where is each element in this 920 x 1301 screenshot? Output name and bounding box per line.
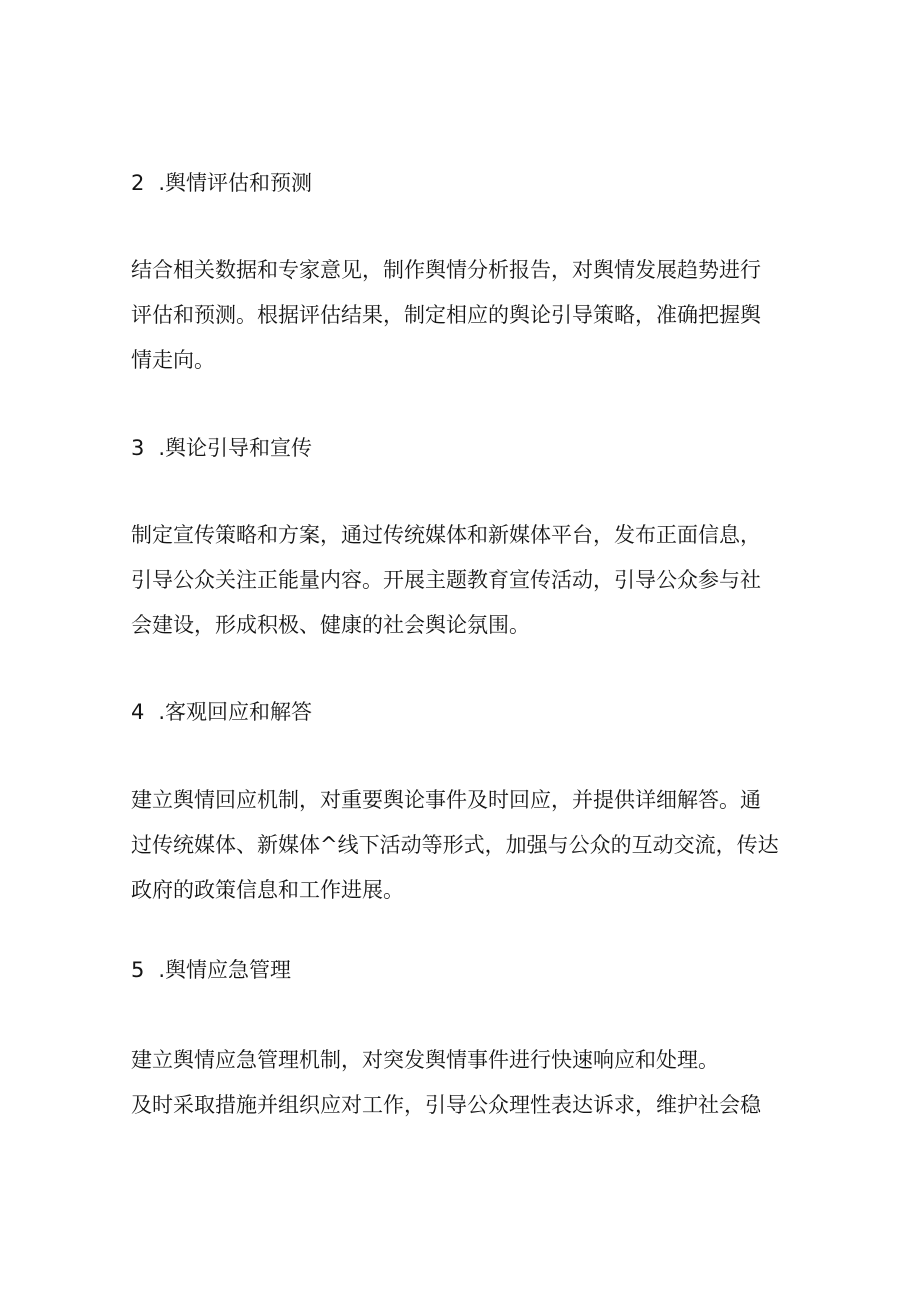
section-number: 2 [131, 171, 145, 195]
section-title: .客观回应和解答 [158, 700, 313, 724]
paragraph-line: 及时采取措施并组织应对工作，引导公众理性表达诉求，维护社会稳 [131, 1093, 761, 1117]
paragraph-line: 过传统媒体、新媒体^线下活动等形式，加强与公众的互动交流，传达 [131, 833, 779, 857]
section-paragraph [131, 1038, 831, 1128]
paragraph-line: 结合相关数据和专家意见，制作舆情分析报告，对舆情发展趋势进行 [131, 258, 761, 282]
section-title: .舆情评估和预测 [158, 171, 313, 195]
paragraph-line: 情走向。 [131, 348, 215, 372]
section-paragraph [131, 513, 831, 648]
section-number: 5 [131, 958, 145, 982]
section-heading [131, 426, 312, 471]
section-heading [131, 161, 312, 206]
paragraph-line: 会建设，形成积极、健康的社会舆论氛围。 [131, 613, 530, 637]
paragraph-line: 引导公众关注正能量内容。开展主题教育宣传活动，引导公众参与社 [131, 568, 761, 592]
section-heading [131, 948, 291, 993]
section-paragraph [131, 248, 831, 383]
section-number: 3 [131, 436, 145, 460]
paragraph-line: 建立舆情回应机制，对重要舆论事件及时回应，并提供详细解答。通 [131, 788, 761, 812]
section-number: 4 [131, 700, 145, 724]
section-title: .舆情应急管理 [158, 958, 292, 982]
paragraph-line: 评估和预测。根据评估结果，制定相应的舆论引导策略，准确把握舆 [131, 303, 761, 327]
section-heading [131, 690, 312, 735]
section-title: .舆论引导和宣传 [158, 436, 313, 460]
paragraph-line: 制定宣传策略和方案，通过传统媒体和新媒体平台，发布正面信息， [131, 523, 761, 547]
section-paragraph [131, 778, 831, 913]
paragraph-line: 政府的政策信息和工作进展。 [131, 878, 404, 902]
paragraph-line: 建立舆情应急管理机制，对突发舆情事件进行快速响应和处理。 [131, 1048, 719, 1072]
